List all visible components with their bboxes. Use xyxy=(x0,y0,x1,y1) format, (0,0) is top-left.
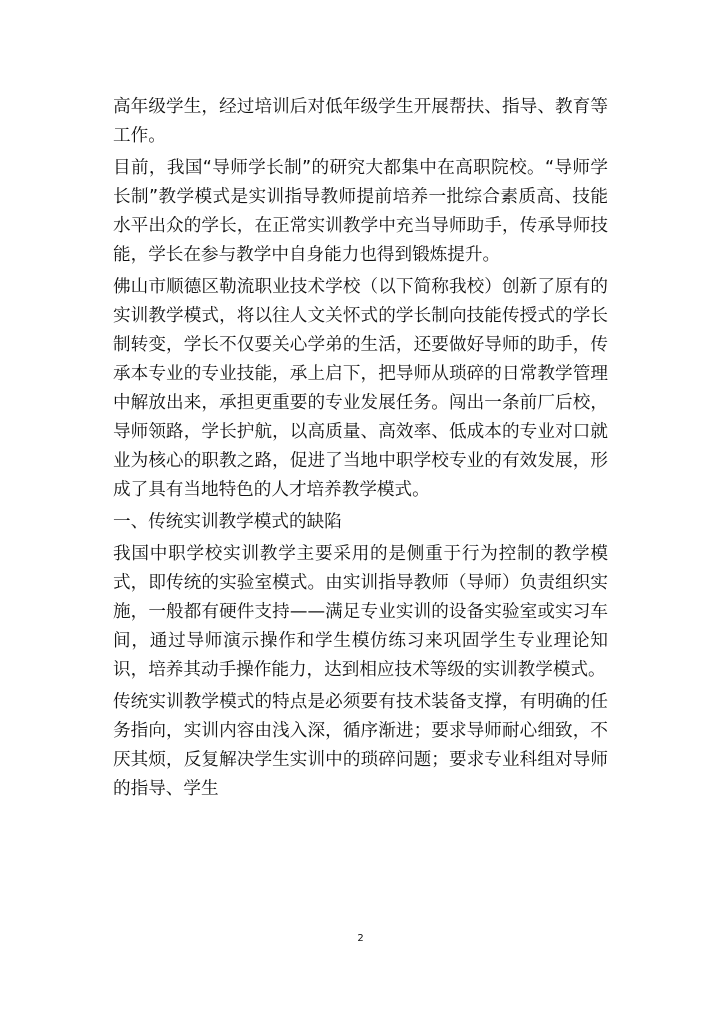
page-number: 2 xyxy=(357,933,364,944)
paragraph-2: 目前，我国“导师学长制”的研究大都集中在高职院校。“导师学长制”教学模式是实训指导教师提前培养一批综合素质高、技能水平出众的学长，在正常实训教学中充当导师助手，传承导师技能，学长在参与教学中自身能力也得到锻炼提升。 xyxy=(113,158,608,265)
section-heading: 一、传统实训教学模式的缺陷 xyxy=(113,512,342,532)
document-body xyxy=(113,93,608,807)
paragraph-5: 我国中职学校实训教学主要采用的是侧重于行为控制的教学模式，即传统的实验室模式。由实训指导教师（导师）负责组织实施，一般都有硬件支持——满足专业实训的设备实验室或实习车间，通过导师演示操作和学生模仿练习来巩固学生专业理论知识，培养其动手操作能力，达到相应技术等级的实训教学模式。 xyxy=(113,544,608,680)
paragraph-6: 传统实训教学模式的特点是必须要有技术装备支撑，有明确的任务指向，实训内容由浅入深，循序渐进；要求导师耐心细致，不厌其烦，反复解决学生实训中的琐碎问题；要求专业科组对导师的指导、学生 xyxy=(113,692,608,799)
paragraph-3: 佛山市顺德区勒流职业技术学校（以下简称我校）创新了原有的实训教学模式，将以往人文关怀式的学长制向技能传授式的学长制转变，学长不仅要关心学弟的生活，还要做好导师的助手，传承本专业的专业技能，承上启下，把导师从琐碎的日常教学管理中解放出来，承担更重要的专业发展任务。闯出一条前厂后校，导师领路，学长护航，以高质量、高效率、低成本的专业对口就业为核心的职教之路，促进了当地中职学校专业的有效发展，形成了具有当地特色的人才培养教学模式。 xyxy=(113,277,608,500)
paragraph-1: 高年级学生，经过培训后对低年级学生开展帮扶、指导、教育等工作。 xyxy=(113,97,608,146)
